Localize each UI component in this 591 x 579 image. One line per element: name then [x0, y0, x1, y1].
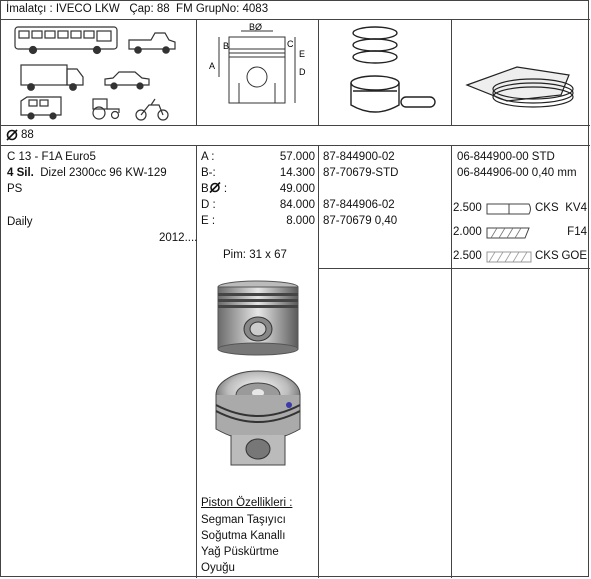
piston-ring-pin-icon	[323, 23, 449, 123]
diameter-icon	[6, 129, 18, 141]
ring-type: CKS	[535, 250, 559, 262]
diameter-symbol-icon	[209, 182, 221, 193]
diagram-label-c: C	[287, 39, 294, 49]
feature-item: Oyuğu	[201, 562, 235, 574]
piston-code: 87-70679-STD	[323, 167, 399, 179]
dim-label-a: A :	[201, 151, 215, 163]
diagram-label-bore: BØ	[249, 22, 263, 32]
dim-label-b: B-:	[201, 167, 216, 179]
dim-value-b: 14.300	[279, 167, 315, 179]
manufacturer: IVECO LKW	[55, 3, 120, 15]
engine-cylinders: 4 Sil.	[7, 167, 34, 179]
diagram-label-d: D	[299, 67, 306, 77]
dim-label-e: E :	[201, 215, 216, 227]
dim-value-a: 57.000	[279, 151, 315, 163]
ring-code-short: KV4	[565, 202, 587, 214]
feature-item: Yağ Püskürtme	[201, 546, 279, 558]
engine-code: C 13 - F1A Euro5	[7, 151, 96, 163]
engine-description-2: PS	[7, 183, 23, 195]
group-label: FM GrupNo:	[176, 3, 240, 15]
ring-row	[453, 249, 589, 267]
piston-side-image	[213, 279, 303, 359]
taper-ring-icon	[485, 225, 533, 241]
header-line	[6, 3, 268, 15]
piston-top-image	[213, 369, 303, 473]
tractor-icon	[93, 99, 119, 119]
diagram-label-a: A	[209, 61, 216, 71]
piston-dimension-diagram	[199, 23, 317, 123]
ring-code: 06-844900-00 STD	[457, 151, 555, 163]
oil-ring-icon	[485, 249, 533, 265]
dim-value-e: 8.000	[286, 215, 315, 227]
car-icon	[105, 72, 149, 89]
engine-description: Dizel 2300cc 96 KW-129	[40, 167, 167, 179]
van-icon	[21, 97, 61, 119]
diagram-label-e: E	[299, 49, 306, 59]
catalog-sheet: İmalatçı : IVECO LKW Çap: 88 FM GrupNo: 4083 A B BØ C D E 88 C 13 - F1A Euro5 4 Sil. Dizel 2300cc 96 KW-129 PS Daily 2012.... A : 57.000 B-: 14.300 B : 49.000 D : 84.000 E : 8.000 Pim: 31 x 67 Piston Özellikleri : Segman Taşıyıcı Soğutma Kanallı Yağ Püskürtme Oyuğu 87-844900-02 87-70679-STD 87-844906-02 87-70679 0,40 06-844900-00 STD 06-844906-00 0,40 mm 2.500 CKS KV4 2.000 F14 2.500 CKS GOE	[0, 0, 589, 577]
compression-ring-icon	[485, 201, 533, 217]
ring-type: CKS	[535, 202, 559, 214]
feature-item: Soğutma Kanallı	[201, 530, 286, 542]
features-title: Piston Özellikleri :	[201, 497, 293, 509]
feature-item: Segman Taşıyıcı	[201, 514, 286, 526]
bus-icon	[15, 27, 117, 54]
ring-code-short: GOE	[561, 250, 587, 262]
ring-size: 2.500	[453, 250, 482, 262]
dim-value-d: 84.000	[279, 199, 315, 211]
bore-value: 88	[156, 3, 170, 15]
pickup-icon	[129, 33, 175, 53]
dim-value-bore: 49.000	[279, 183, 315, 195]
vehicle-model: Daily	[7, 216, 33, 228]
ring-row	[453, 225, 589, 243]
bore-label: Çap:	[129, 3, 154, 15]
dim-label-bore: B	[201, 183, 209, 195]
ring-size: 2.000	[453, 226, 482, 238]
ring-size: 2.500	[453, 202, 482, 214]
ring-row	[453, 201, 589, 219]
motorcycle-icon	[136, 99, 168, 120]
dim-label-d: D :	[201, 199, 216, 211]
piston-code: 87-70679 0,40	[323, 215, 398, 227]
ring-code: 06-844906-00 0,40 mm	[457, 167, 577, 179]
ring-code-short: F14	[567, 226, 587, 238]
manufacturer-label: İmalatçı :	[6, 3, 53, 15]
vehicle-icons	[9, 23, 194, 123]
diameter-value: 88	[21, 129, 34, 141]
piston-code: 87-844900-02	[323, 151, 395, 163]
truck-icon	[21, 65, 83, 90]
diagram-label-b: B	[223, 41, 230, 51]
piston-code: 87-844906-02	[323, 199, 395, 211]
ring-set-icon	[457, 23, 587, 123]
pin-size: Pim: 31 x 67	[223, 249, 287, 261]
group-number: 4083	[242, 3, 269, 15]
model-year: 2012....	[159, 232, 198, 244]
